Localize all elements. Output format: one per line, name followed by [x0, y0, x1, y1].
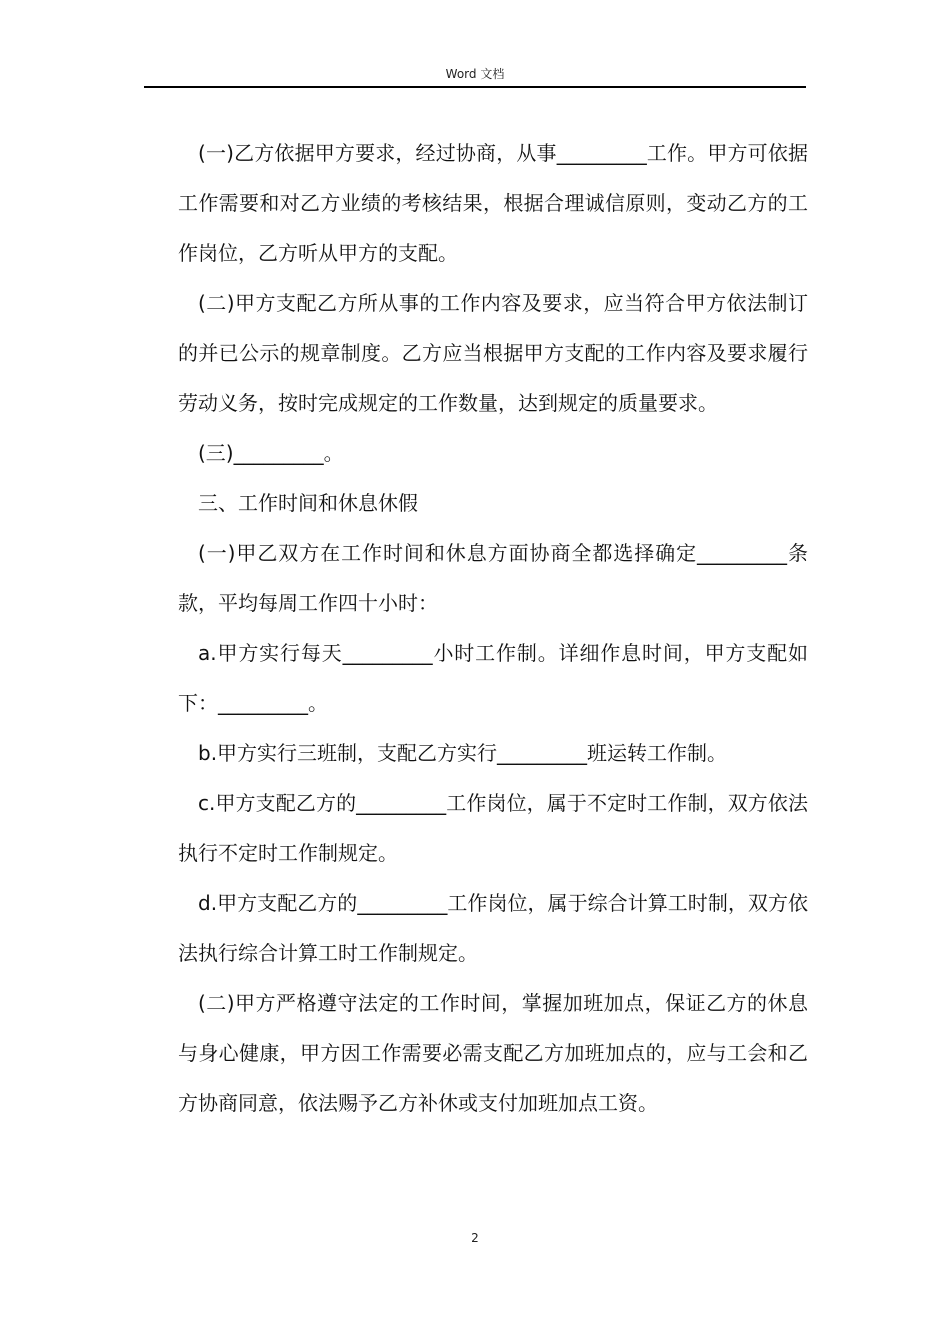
list-item-c: c.甲方支配乙方的_________工作岗位，属于不定时工作制，双方依法执行不定时工作制规定。 [178, 791, 808, 865]
paragraph-1: (一)乙方依据甲方要求，经过协商，从事_________工作。甲方可依据工作需要和对乙方业绩的考核结果，根据合理诚信原则，变动乙方的工作岗位，乙方听从甲方的支配。 [178, 141, 808, 265]
list-item-b: b.甲方实行三班制，支配乙方实行_________班运转工作制。 [198, 741, 728, 765]
section-heading-work-time: 三、工作时间和休息休假 [198, 491, 418, 515]
paragraph-5: (二)甲方严格遵守法定的工作时间，掌握加班加点，保证乙方的休息与身心健康，甲方因工作需要必需支配乙方加班加点的，应与工会和乙方协商同意，依法赐予乙方补休或支付加班加点工资。 [178, 991, 808, 1115]
paragraph-4: (一)甲乙双方在工作时间和休息方面协商全都选择确定_________条款，平均每周工作四十小时： [178, 541, 808, 615]
list-item-d: d.甲方支配乙方的_________工作岗位，属于综合计算工时制，双方依法执行综合计算工时工作制规定。 [178, 891, 808, 965]
paragraph-3: (三)_________。 [198, 441, 344, 465]
page-number: 2 [471, 1231, 479, 1245]
list-item-a: a.甲方实行每天_________小时工作制。详细作息时间，甲方支配如下：_________。 [178, 641, 808, 715]
page-header: Word 文档 [445, 67, 505, 81]
document-body [178, 128, 808, 1128]
paragraph-2: (二)甲方支配乙方所从事的工作内容及要求，应当符合甲方依法制订的并已公示的规章制度。乙方应当根据甲方支配的工作内容及要求履行劳动义务，按时完成规定的工作数量，达到规定的质量要求。 [178, 291, 808, 415]
header-rule [144, 86, 806, 88]
